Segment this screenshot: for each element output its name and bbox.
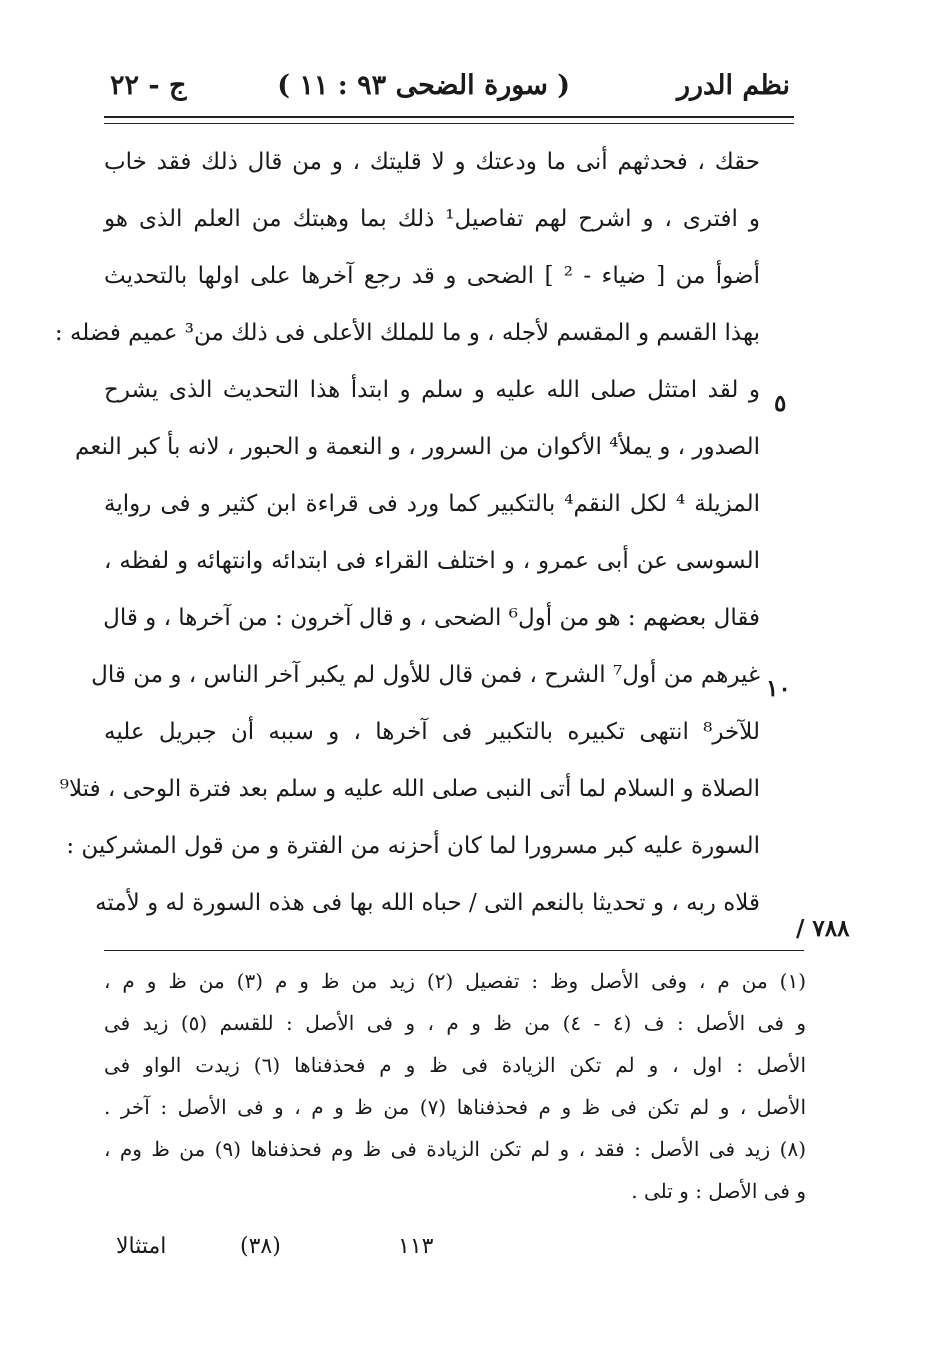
footnote-line: الأصل ، و لم تكن فى ظ و م فحذفناها (٧) من ظ و م ، و فى الأصل : آخر . xyxy=(104,1095,807,1119)
footnote-separator xyxy=(104,950,804,951)
text-line: حقك ، فحدثهم أنى ما ودعتك و لا قليتك ، و من قال ذلك فقد خاب xyxy=(104,149,760,175)
text-line: السورة عليه كبر مسرورا لما كان أحزنه من الفترة و من قول المشركين : xyxy=(66,833,760,859)
header-rule-thick xyxy=(104,116,794,118)
header-rule-thin xyxy=(104,123,794,124)
footnote-line: (٨) زيد فى الأصل : فقد ، و لم تكن الزيادة فى ظ وم فحذفناها (٩) من ظ وم ، xyxy=(104,1137,806,1161)
text-line: المزيلة ⁴ لكل النقم⁴ بالتكبير كما ورد فى قراءة ابن كثير و فى رواية xyxy=(104,491,761,517)
main-text xyxy=(54,134,761,932)
page-number: ١١٣ xyxy=(398,1234,434,1259)
footnote-line: و فى الأصل : و تلى . xyxy=(631,1179,806,1203)
footnote-line: الأصل : اول ، و لم تكن الزيادة فى ظ و م فحذفناها (٦) زيدت الواو فى xyxy=(104,1053,806,1077)
text-line: السوسى عن أبى عمرو ، و اختلف القراء فى ابتدائه وانتهائه و لفظه ، xyxy=(104,548,760,574)
line-number-5: ٥ xyxy=(774,390,787,417)
text-line: فقال بعضهم : هو من أول⁶ الضحى ، و قال آخرون : من آخرها ، و قال xyxy=(103,605,760,631)
surah-reference: ( سورة الضحى ٩٣ : ١١ ) xyxy=(277,70,570,101)
line-number-10: ١٠ xyxy=(766,675,791,702)
text-line: أضوأ من [ ضياء - ² ] الضحى و قد رجع آخرها على اولها بالتحديث xyxy=(104,263,760,289)
footnote-line: (١) من م ، وفى الأصل وظ : تفصيل (٢) زيد من ظ و م (٣) من ظ و م ، xyxy=(104,969,806,993)
text-line: الصدور ، و يملأ⁴ الأكوان من السرور ، و النعمة و الحبور ، لانه بأ كبر النعم xyxy=(75,434,760,460)
text-line: قلاه ربه ، و تحديثا بالنعم التى / حباه الله بها فى هذه السورة له و لأمته xyxy=(95,890,760,916)
volume-number: ج - ٢٢ xyxy=(110,70,187,101)
text-line: بهذا القسم و المقسم لأجله ، و ما للملك الأعلى فى ذلك من³ عميم فضله : xyxy=(54,320,760,346)
manuscript-page-ref: / ٧٨٨ xyxy=(796,915,850,942)
book-title: نظم الدرر xyxy=(676,70,790,101)
footnotes xyxy=(104,960,806,1212)
text-line: و افترى ، و اشرح لهم تفاصيل¹ ذلك بما وهبتك من العلم الذى هو xyxy=(104,206,760,232)
text-line: للآخر⁸ انتهى تكبيره بالتكبير فى آخرها ، و سببه أن جبريل عليه xyxy=(104,719,760,745)
footnote-line: و فى الأصل : ف (٤ - ٤) من ظ و م ، و فى الأصل : للقسم (٥) زيد فى xyxy=(104,1011,806,1035)
text-line: و لقد امتثل صلى الله عليه و سلم و ابتدأ هذا التحديث الذى يشرح xyxy=(104,377,760,403)
running-header xyxy=(110,70,790,114)
catchword: امتثالا xyxy=(116,1234,167,1259)
signature-mark: (٣٨) xyxy=(240,1234,281,1259)
text-line: غيرهم من أول⁷ الشرح ، فمن قال للأول لم يكبر آخر الناس ، و من قال xyxy=(91,662,760,688)
text-line: الصلاة و السلام لما أتى النبى صلى الله عليه و سلم بعد فترة الوحى ، فتلا⁹ xyxy=(59,776,760,802)
